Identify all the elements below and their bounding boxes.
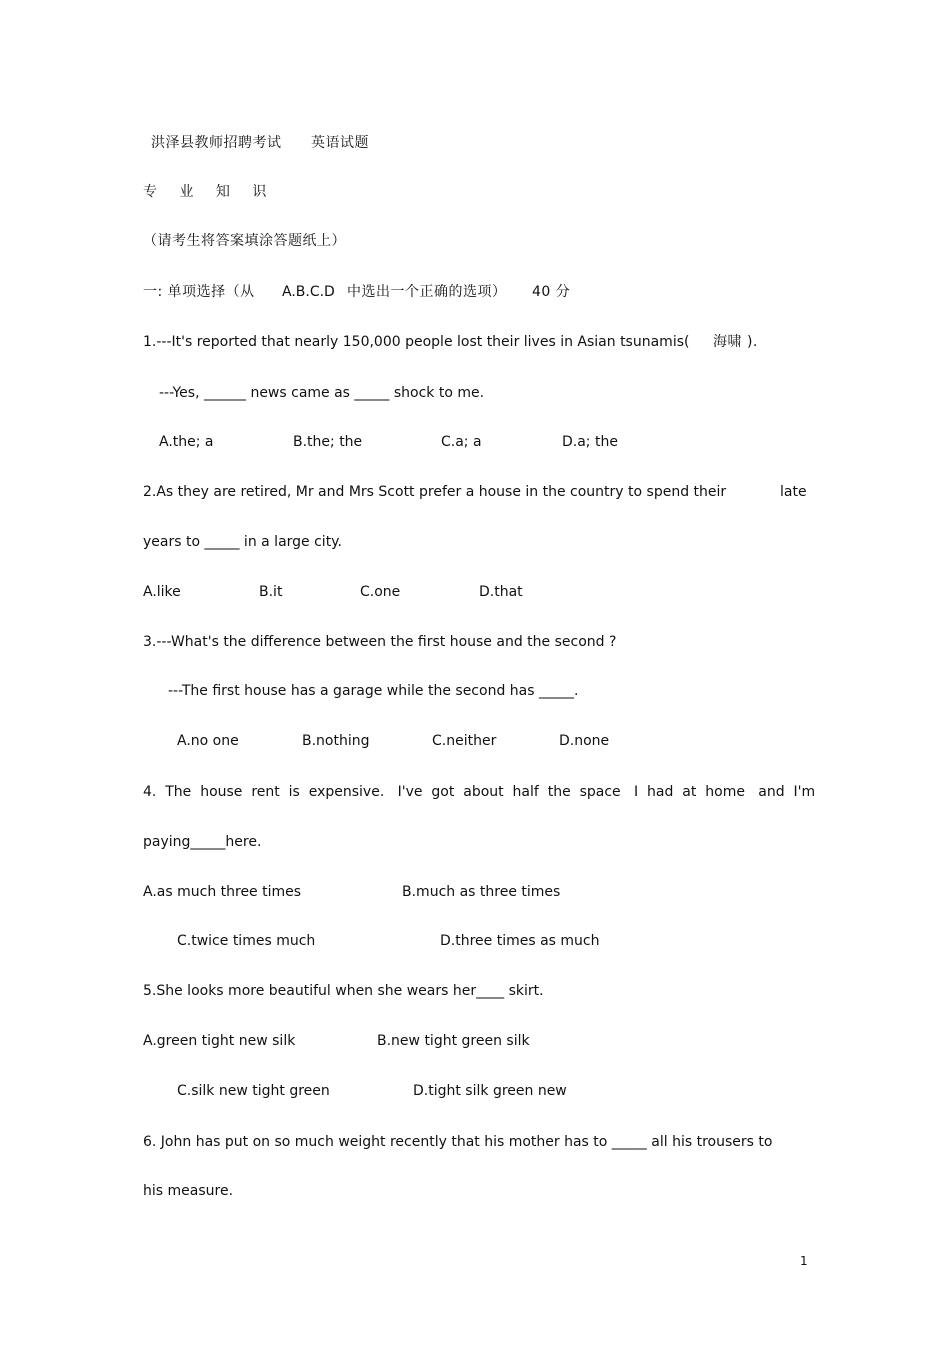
q3-stem-line1: 3.---What's the difference between the first house and the second ? bbox=[143, 634, 617, 650]
q2-option-d: D.that bbox=[479, 584, 523, 600]
exam-title: 洪泽县教师招聘考试 bbox=[151, 135, 282, 151]
q5-option-a: A.green tight new silk bbox=[143, 1033, 296, 1049]
q5-option-c: C.silk new tight green bbox=[177, 1083, 330, 1099]
q5-option-d: D.tight silk green new bbox=[413, 1083, 567, 1099]
q2-option-b: B.it bbox=[259, 584, 283, 600]
q4-option-c: C.twice times much bbox=[177, 933, 316, 949]
q1-option-c: C.a; a bbox=[441, 434, 482, 450]
exam-subject: 英语试题 bbox=[311, 135, 369, 151]
q5-stem-line1: 5.She looks more beautiful when she wears her____ skirt. bbox=[143, 983, 544, 999]
part1-heading-options: A.B.C.D bbox=[282, 284, 335, 300]
q6-stem-line1: 6. John has put on so much weight recently that his mother has to _____ all his trousers to bbox=[143, 1134, 773, 1150]
q4-option-b: B.much as three times bbox=[402, 884, 561, 900]
q2-option-c: C.one bbox=[360, 584, 401, 600]
q2-stem-line2: years to _____ in a large city. bbox=[143, 534, 342, 550]
page-number: 1 bbox=[800, 1254, 808, 1268]
q3-option-c: C.neither bbox=[432, 733, 497, 749]
q4-option-d: D.three times as much bbox=[440, 933, 600, 949]
q2-stem-line1-end: late bbox=[780, 484, 807, 500]
q3-option-a: A.no one bbox=[177, 733, 239, 749]
section-label: 专 业 知 识 bbox=[143, 184, 276, 200]
q5-option-b: B.new tight green silk bbox=[377, 1033, 530, 1049]
instruction-text: （请考生将答案填涂答题纸上） bbox=[143, 233, 346, 249]
q1-stem-line2: ---Yes, ______ news came as _____ shock to me. bbox=[159, 385, 485, 401]
q1-option-b: B.the; the bbox=[293, 434, 363, 450]
q4-stem-line1: 4. The house rent is expensive. I've got about half the space I had at home and I'm bbox=[143, 784, 816, 800]
q1-option-d: D.a; the bbox=[562, 434, 618, 450]
part1-heading-middle: 中选出一个正确的选项） bbox=[347, 284, 507, 300]
part1-heading-points: 40 分 bbox=[532, 284, 571, 300]
q4-stem-line2: paying_____here. bbox=[143, 834, 262, 850]
part1-heading-prefix: 一: 单项选择（从 bbox=[143, 284, 255, 300]
q3-stem-line2: ---The first house has a garage while the second has _____. bbox=[168, 683, 579, 699]
q6-stem-line2: his measure. bbox=[143, 1183, 234, 1199]
q3-option-d: D.none bbox=[559, 733, 610, 749]
q4-option-a: A.as much three times bbox=[143, 884, 302, 900]
q2-stem-line1: 2.As they are retired, Mr and Mrs Scott prefer a house in the country to spend their bbox=[143, 484, 727, 500]
q1-option-a: A.the; a bbox=[159, 434, 214, 450]
q2-option-a: A.like bbox=[143, 584, 181, 600]
q1-stem-line1: 1.---It's reported that nearly 150,000 people lost their lives in Asian tsunamis( bbox=[143, 334, 690, 350]
q1-stem-chinese-note: 海啸 ). bbox=[713, 334, 758, 350]
q3-option-b: B.nothing bbox=[302, 733, 370, 749]
